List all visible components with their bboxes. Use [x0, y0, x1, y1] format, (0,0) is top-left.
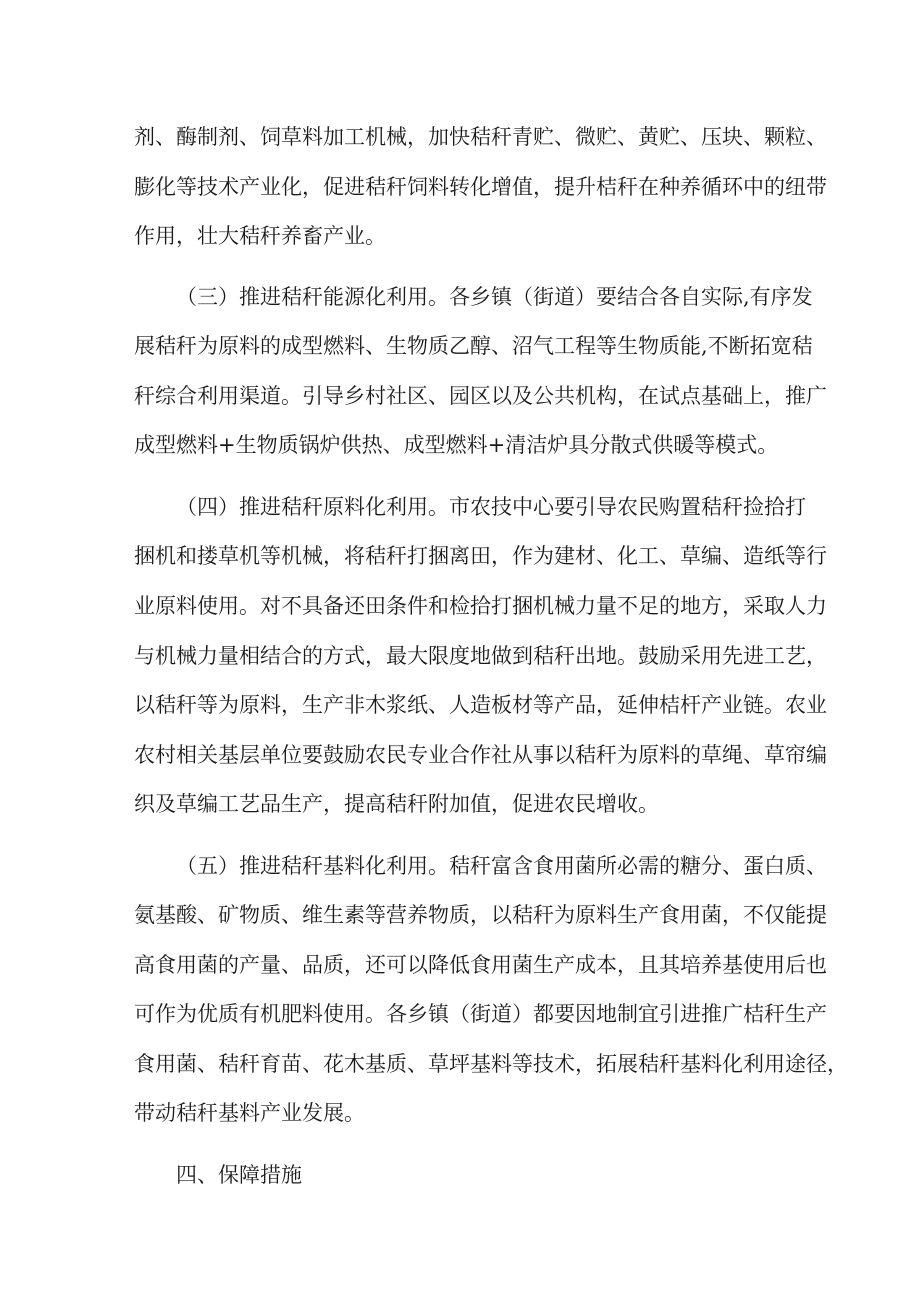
paragraph-line: 高食用菌的产量、品质，还可以降低食用菌生产成本，且其培养基使用后也 [134, 953, 827, 977]
paragraph-heading-line: （三）推进秸秆能源化利用。各乡镇（街道）要结合各自实际,有序发 [176, 285, 813, 309]
paragraph-line: 作用，壮大秸秆养畜产业。 [134, 224, 386, 248]
paragraph-line: 剂、酶制剂、饲草料加工机械，加快秸秆青贮、微贮、黄贮、压块、颗粒、 [134, 125, 827, 149]
paragraph-line: 食用菌、秸秆育苗、花木基质、草坪基料等技术，拓展秸秆基料化利用途径， [134, 1052, 848, 1076]
paragraph-line: 氨基酸、矿物质、维生素等营养物质，以秸秆为原料生产食用菌，不仅能提 [134, 903, 827, 927]
paragraph-line: 以秸秆等为原料，生产非木浆纸、人造板材等产品，延伸桔杆产业链。农业 [134, 693, 827, 717]
paragraph-heading-line: （四）推进秸秆原料化利用。市农技中心要引导农民购置秸秆捡拾打 [176, 495, 806, 519]
paragraph-line: 织及草编工艺品生产，提高秸秆附加值，促进农民增收。 [134, 792, 659, 816]
paragraph-line: 带动秸秆基料产业发展。 [134, 1101, 365, 1125]
paragraph-line: 与机械力量相结合的方式，最大限度地做到秸秆出地。鼓励采用先进工艺， [134, 644, 827, 668]
paragraph-line: 业原料使用。对不具备还田条件和检拾打捆机械力量不足的地方，采取人力 [134, 594, 827, 618]
paragraph-line: 农村相关基层单位要鼓励农民专业合作社从事以秸秆为原料的草绳、草帘编 [134, 743, 827, 767]
paragraph-heading-line: （五）推进秸秆基料化利用。秸秆富含食用菌所必需的糖分、蛋白质、 [176, 854, 827, 878]
section-heading: 四、保障措施 [176, 1163, 302, 1187]
paragraph-line: 展秸秆为原料的成型燃料、生物质乙醇、沼气工程等生物质能,不断拓宽秸 [134, 334, 813, 358]
paragraph-line: 秆综合利用渠道。引导乡村社区、园区以及公共机构，在试点基础上，推广 [134, 384, 827, 408]
paragraph-line: 成型燃料+生物质锅炉供热、成型燃料+清洁炉具分散式供暖等模式。 [134, 433, 779, 457]
paragraph-line: 膨化等技术产业化，促进秸秆饲料转化增值，提升桔秆在种养循环中的纽带 [134, 175, 827, 199]
paragraph-line: 可作为优质有机肥料使用。各乡镇（街道）都要因地制宜引进推广桔秆生产 [134, 1002, 827, 1026]
paragraph-line: 捆机和搂草机等机械，将秸秆打捆离田，作为建材、化工、草编、造纸等行 [134, 544, 827, 568]
